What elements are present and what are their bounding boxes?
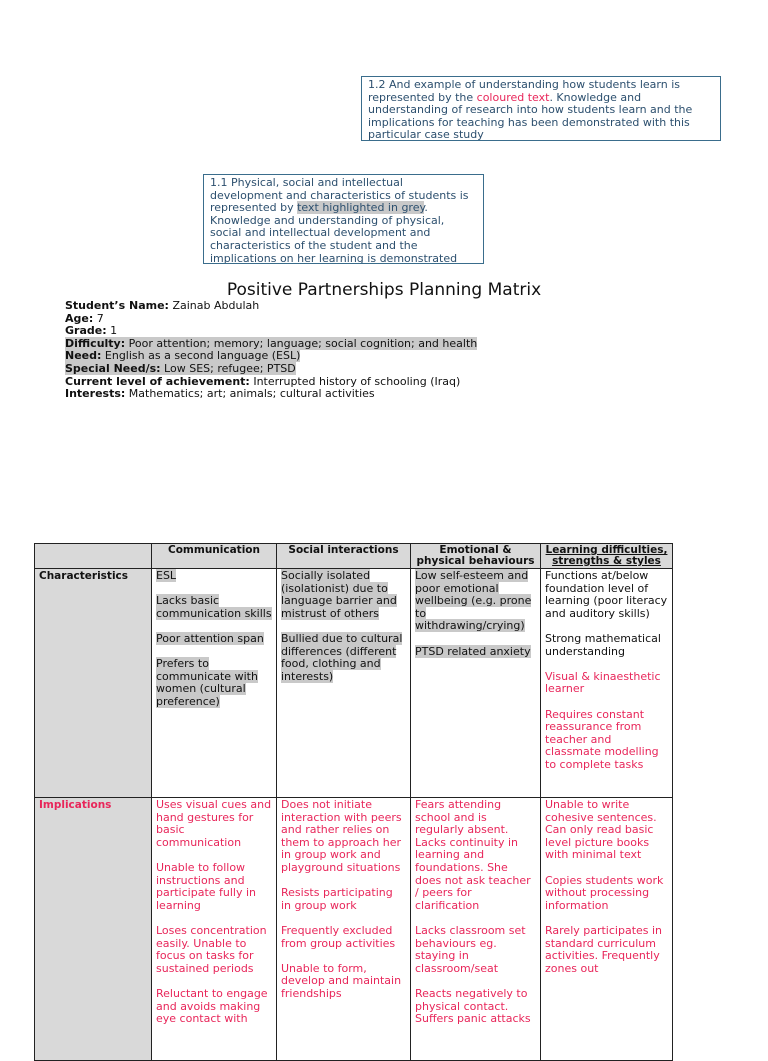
cell-impl-learning bbox=[541, 798, 673, 1061]
cell-char-emotional bbox=[411, 569, 541, 798]
callout-1-1 bbox=[203, 174, 484, 264]
planning-matrix-table bbox=[34, 543, 673, 1061]
cell-text: Does not initiate interaction with peers and rather relies on them to approach her in group work and playground situations bbox=[281, 798, 402, 874]
table-header-row bbox=[35, 544, 673, 569]
cell-impl-social bbox=[277, 798, 411, 1061]
cell-text: Fears attending school and is regularly absent. Lacks continuity in learning and foundations. She does not ask teacher / peers for clarification bbox=[415, 798, 531, 912]
cell-text: Resists participating in group work bbox=[281, 886, 393, 912]
callout-1-2-text: 1.2 And example of understanding how students learn is represented by the bbox=[368, 78, 680, 104]
student-age-row bbox=[65, 313, 477, 326]
cell-text: Bullied due to cultural differences (different food, clothing and interests) bbox=[281, 631, 403, 683]
header-communication: Communication bbox=[152, 544, 277, 569]
page-title: Positive Partnerships Planning Matrix bbox=[226, 280, 542, 300]
student-need-label: Need: bbox=[65, 349, 102, 363]
callout-1-2-text-end: . Knowledge and understanding of research into how students learn and the implications for teaching has been demonstrated with this particular case study bbox=[368, 90, 693, 141]
callout-1-2 bbox=[361, 76, 721, 141]
cell-text: Copies students work without processing information bbox=[545, 873, 664, 912]
cell-text: Loses concentration easily. Unable to focus on tasks for sustained periods bbox=[156, 923, 267, 975]
cell-char-communication bbox=[152, 569, 277, 798]
cell-text: Rarely participates in standard curriculum activities. Frequently zones out bbox=[545, 923, 663, 975]
cell-text: Visual & kinaesthetic learner bbox=[545, 669, 661, 696]
cell-char-social bbox=[277, 569, 411, 798]
cell-text: Reacts negatively to physical contact. Suffers panic attacks bbox=[415, 986, 531, 1026]
cell-text: Reluctant to engage and avoids making eye contact with bbox=[156, 986, 268, 1026]
student-need-value: English as a second language (ESL) bbox=[104, 349, 301, 363]
cell-text: Prefers to communicate with women (cultural preference) bbox=[156, 657, 258, 708]
cell-text: Lacks basic communication skills bbox=[156, 594, 272, 620]
student-age-value: 7 bbox=[96, 311, 104, 325]
cell-impl-communication bbox=[152, 798, 277, 1061]
student-name-row bbox=[65, 300, 477, 313]
cell-text: Functions at/below foundation level of learning (poor literacy and auditory skills) bbox=[545, 569, 668, 620]
cell-text: Unable to follow instructions and participate fully in learning bbox=[156, 860, 257, 912]
header-social-interactions: Social interactions bbox=[277, 544, 411, 569]
callout-1-1-text: 1.1 Physical, social and intellectual development and characteristics of students is represented by bbox=[210, 176, 469, 215]
header-blank bbox=[35, 544, 152, 569]
table-row bbox=[35, 798, 673, 1061]
student-achievement-value: Interrupted history of schooling (Iraq) bbox=[253, 374, 461, 388]
cell-text: Requires constant reassurance from teacher and classmate modelling to complete tasks bbox=[545, 707, 659, 771]
table-row bbox=[35, 569, 673, 798]
header-learning-difficulties: Learning difficulties, strengths & styles bbox=[541, 544, 673, 569]
cell-text: ESL bbox=[156, 569, 177, 582]
cell-text: Uses visual cues and hand gestures for basic communication bbox=[156, 798, 272, 849]
row-label-implications: Implications bbox=[35, 798, 152, 1061]
student-achievement-label: Current level of achievement: bbox=[65, 374, 250, 388]
header-emotional-physical: Emotional & physical behaviours bbox=[411, 544, 541, 569]
student-interests-label: Interests: bbox=[65, 387, 126, 401]
student-age-label: Age: bbox=[65, 311, 94, 325]
student-difficulty-value: Poor attention; memory; language; social cognition; and health bbox=[128, 336, 478, 350]
cell-impl-emotional bbox=[411, 798, 541, 1061]
cell-char-learning bbox=[541, 569, 673, 798]
cell-text: Poor attention span bbox=[156, 631, 264, 645]
student-grade-value: 1 bbox=[110, 324, 118, 338]
cell-text: Unable to form, develop and maintain friendships bbox=[281, 961, 402, 1000]
student-difficulty-label: Difficulty: bbox=[65, 336, 126, 350]
cell-text: Strong mathematical understanding bbox=[545, 631, 661, 658]
cell-text: Frequently excluded from group activities bbox=[281, 923, 396, 950]
row-label-characteristics: Characteristics bbox=[35, 569, 152, 798]
callout-1-1-highlight: text highlighted in grey bbox=[297, 201, 425, 215]
student-info bbox=[65, 300, 477, 401]
student-special-need-label: Special Need/s: bbox=[65, 361, 161, 375]
callout-1-2-highlight: coloured text bbox=[476, 90, 550, 104]
cell-text: Lacks classroom set behaviours eg. staying in classroom/seat bbox=[415, 923, 526, 975]
student-name-value: Zainab Abdulah bbox=[172, 299, 260, 312]
student-special-need-value: Low SES; refugee; PTSD bbox=[164, 361, 296, 375]
cell-text: Low self-esteem and poor emotional wellbeing (e.g. prone to withdrawing/crying) bbox=[415, 569, 532, 633]
cell-text: PTSD related anxiety bbox=[415, 644, 531, 658]
cell-text: Unable to write cohesive sentences. Can only read basic level picture books with minimal text bbox=[545, 798, 657, 862]
callout-1-1-text-end: . Knowledge and understanding of physical, social and intellectual development and characteristics of the student and the implications on her learning is demonstrated bbox=[210, 201, 458, 264]
cell-text: Socially isolated (isolationist) due to language barrier and mistrust of others bbox=[281, 569, 397, 620]
student-interests-value: Mathematics; art; animals; cultural activities bbox=[128, 387, 375, 401]
student-name-label: Student’s Name: bbox=[65, 299, 169, 312]
student-interests-row bbox=[65, 388, 477, 401]
student-grade-label: Grade: bbox=[65, 324, 107, 338]
